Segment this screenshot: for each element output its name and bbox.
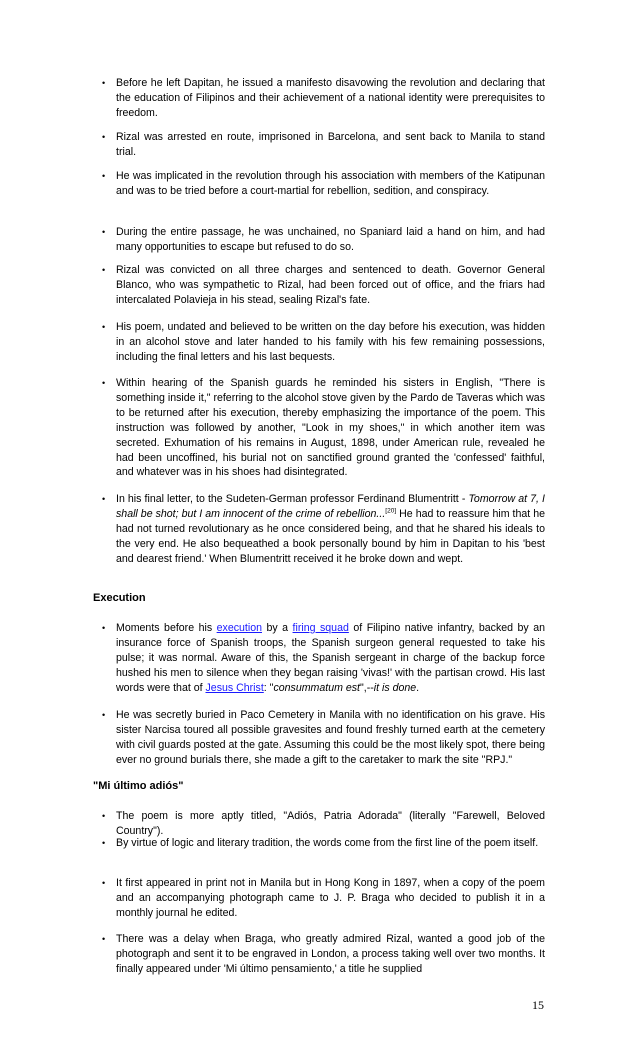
- section-heading-adios: "Mi último adiós": [93, 780, 184, 792]
- list-item: • In his final letter, to the Sudeten-German professor Ferdinand Blumentritt - Tomorrow at 7, I shall be shot; but I am innocent of the crime of rebellion...[20] He had to reassure him that he had not turned revolutionary as he once considered being, and that he shared his ideals to the very end. He also bequeathed a book personally bound by him in Dapitan to his 'best and dearest friend.' When Blumentritt received it he broke down and wept.: [102, 493, 545, 565]
- list-item: • He was secretly buried in Paco Cemetery in Manila with no identification on his grave. His sister Narcisa toured all possible gravesites and found freshly turned earth at the cemetery with civil guards posted at the gate. Assuming this could be the most likely spot, there being ever no ground burials there, she made a gift to the caretaker to mark the site "RPJ.": [102, 709, 545, 766]
- bullet-icon: •: [102, 710, 106, 720]
- list-item: • He was implicated in the revolution through his association with members of the Katipunan and was to be tried before a court-martial for rebellion, sedition, and conspiracy.: [102, 170, 545, 197]
- bullet-icon: •: [102, 132, 106, 142]
- bullet-icon: •: [102, 494, 106, 504]
- firing-squad-link[interactable]: firing squad: [292, 622, 349, 634]
- list-item: • His poem, undated and believed to be written on the day before his execution, was hidden in an alcohol stove and later handed to his family with his few remaining possessions, including the final letters and his last bequests.: [102, 321, 545, 363]
- bullet-icon: •: [102, 171, 106, 181]
- bullet-icon: •: [102, 878, 106, 888]
- execution-link[interactable]: execution: [216, 622, 262, 634]
- list-item: • Rizal was convicted on all three charges and sentenced to death. Governor General Blanco, who was sympathetic to Rizal, had been forced out of office, and the friars had intercalated Polavieja in his stead, sealing Rizal's fate.: [102, 264, 545, 306]
- citation-ref: [20]: [385, 507, 397, 515]
- bullet-icon: •: [102, 623, 106, 633]
- list-item: • Before he left Dapitan, he issued a manifesto disavowing the revolution and declaring that the education of Filipinos and their achievement of a national identity were prerequisites to freedom.: [102, 77, 545, 119]
- letter-quote: Tomorrow at 7, I shall be shot; but I am innocent of the crime of rebellion...: [116, 493, 545, 520]
- bullet-icon: •: [102, 838, 106, 848]
- bullet-icon: •: [102, 265, 106, 275]
- bullet-icon: •: [102, 934, 106, 944]
- list-item: • There was a delay when Braga, who greatly admired Rizal, wanted a good job of the photograph and sent it to be engraved in London, a process taking well over two months. It finally appeared under 'Mi último pensamiento,' a title he supplied: [102, 933, 545, 975]
- list-item: • The poem is more aptly titled, "Adiós, Patria Adorada" (literally "Farewell, Beloved Country").: [102, 810, 545, 837]
- list-item: • Within hearing of the Spanish guards he reminded his sisters in English, "There is something inside it," referring to the alcohol stove given by the Pardo de Taveras which was to be returned after his execution, thereby emphasizing the importance of the poem. This instruction was followed by another, "Look in my shoes," in which another item was secreted. Exhumation of his remains in August, 1898, under American rule, revealed he had been uncoffined, his burial not on sanctified ground granted the 'confessed' faithful, and whatever was in his shoes had disintegrated.: [102, 377, 545, 479]
- bullet-icon: •: [102, 322, 106, 332]
- list-item: • Rizal was arrested en route, imprisoned in Barcelona, and sent back to Manila to stand trial.: [102, 131, 545, 158]
- list-item: • During the entire passage, he was unchained, no Spaniard laid a hand on him, and had many opportunities to escape but refused to do so.: [102, 226, 545, 253]
- bullet-icon: •: [102, 378, 106, 388]
- list-item: • It first appeared in print not in Manila but in Hong Kong in 1897, when a copy of the poem and an accompanying photograph came to J. P. Braga who decided to publish it in a monthly journal he edited.: [102, 877, 545, 919]
- jesus-christ-link[interactable]: Jesus Christ: [205, 681, 264, 694]
- bullet-icon: •: [102, 78, 106, 88]
- list-item: • By virtue of logic and literary tradition, the words come from the first line of the poem itself.: [102, 837, 539, 849]
- list-item: • Moments before his execution by a firing squad of Filipino native infantry, backed by an insurance force of Spanish troops, the Spanish surgeon general requested to take his pulse; it was normal. Aware of this, the Spanish sergeant in charge of the backup force hushed his men to silence when they began raising 'vivas!' with the partisan crowd. His last words were that of Jesus Christ: "consummatum est",--it is done.: [102, 622, 545, 694]
- bullet-icon: •: [102, 811, 106, 821]
- bullet-icon: •: [102, 227, 106, 237]
- page-number: 15: [532, 998, 544, 1012]
- section-heading-execution: Execution: [93, 592, 146, 604]
